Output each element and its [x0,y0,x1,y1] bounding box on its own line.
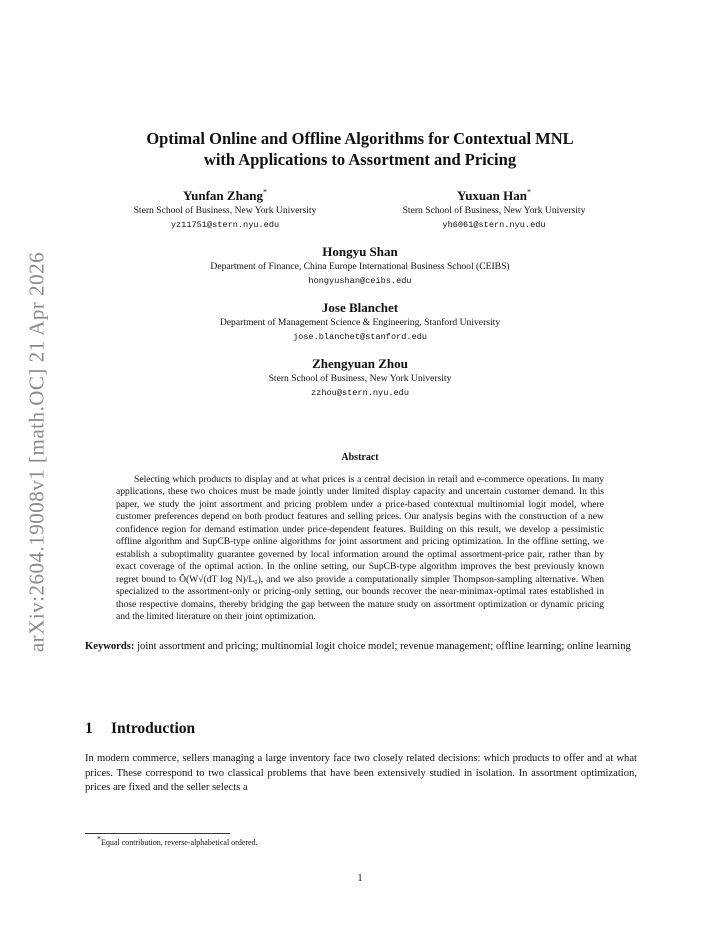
section-heading [85,720,195,738]
author-block-4 [90,300,630,344]
title-line-2: with Applications to Assortment and Pricing [203,150,517,169]
regret-bound-formula: Õ(W√(dT log N)/L₀) [179,573,261,585]
author-email: jose.blanchet@stanford.edu [292,332,428,342]
keywords-label: Keywords: [85,641,135,652]
keywords-text: joint assortment and pricing; multinomial logit choice model; revenue management; offline learning; online learning [137,641,631,652]
author-name: Yuxuan Han [457,188,527,203]
equal-contribution-mark: * [526,187,531,197]
author-email: hongyushan@ceibs.edu [308,276,412,286]
arxiv-identifier: arXiv:2604.19008v1 [math.OC] 21 Apr 2026 [24,251,49,653]
page-number: 1 [357,873,363,884]
abstract-heading: Abstract [341,452,379,463]
author-email: yh6061@stern.nyu.edu [442,220,546,230]
section-number: 1 [85,720,93,737]
author-name: Jose Blanchet [321,300,399,315]
author-affiliation: Stern School of Business, New York University [268,373,452,384]
author-affiliation: Department of Management Science & Engineering, Stanford University [219,317,501,328]
author-email: yz11751@stern.nyu.edu [170,220,280,230]
author-block-5 [90,356,630,400]
abstract-text: Selecting which products to display and at what prices is a central decision in retail and e-commerce operations. In many applications, these two choices must be made jointly under limited display capacity and uncertain customer demand. In this paper, we study the joint assortment and pricing problem under a price-based contextual multinomial logit model, where customer preferences depend on both product features and selling prices. Our analysis begins with the construction of a new confidence region for demand estimation under price-dependent features. Building on this result, we develop a pessimistic offline algorithm and SupCB-type online algorithms for joint assortment and pricing optimization. In the offline setting, we establish a suboptimality guarantee governed by local information around the optimal assortment-price pair, rather than by exact coverage of the optimal action. In the online setting, our SupCB-type algorithm improves the best previously known regret bound to [116,474,604,585]
author-block-2 [364,188,624,232]
author-name: Zhengyuan Zhou [312,356,408,371]
footnote [97,834,258,848]
keywords [85,640,637,654]
footnote-rule [85,833,230,834]
author-name: Yunfan Zhang [182,188,264,203]
author-email: zzhou@stern.nyu.edu [311,388,409,398]
author-affiliation: Stern School of Business, New York University [133,205,317,216]
footnote-text: Equal contribution, reverse-alphabetical ordered. [101,838,258,847]
author-affiliation: Stern School of Business, New York University [402,205,586,216]
author-block-1 [90,188,360,232]
title-line-1: Optimal Online and Offline Algorithms for Contextual MNL [146,129,574,148]
author-block-3 [90,244,630,288]
abstract-text-continued: , and we also provide a computationally simpler Thompson-sampling alternative. When specialized to the assortment-only or pricing-only setting, our bounds recover the near-minimax-optimal rates established in those respective domains, thereby bridging the gap between the mature study on assortment optimization or dynamic pricing and the limited literature on their joint optimization. [116,573,605,622]
footnote-mark: * [97,834,101,844]
author-name: Hongyu Shan [322,244,398,259]
paper-title [90,128,630,170]
section-title: Introduction [111,720,196,737]
abstract-body [116,474,604,623]
intro-paragraph: In modern commerce, sellers managing a large inventory face two closely related decisions: which products to offer and at what prices. These correspond to two classical problems that have been extensively studied in isolation. In assortment optimization, prices are fixed and the seller selects a [85,753,637,793]
equal-contribution-mark: * [263,187,268,197]
author-affiliation: Department of Finance, China Europe International Business School (CEIBS) [210,261,510,272]
